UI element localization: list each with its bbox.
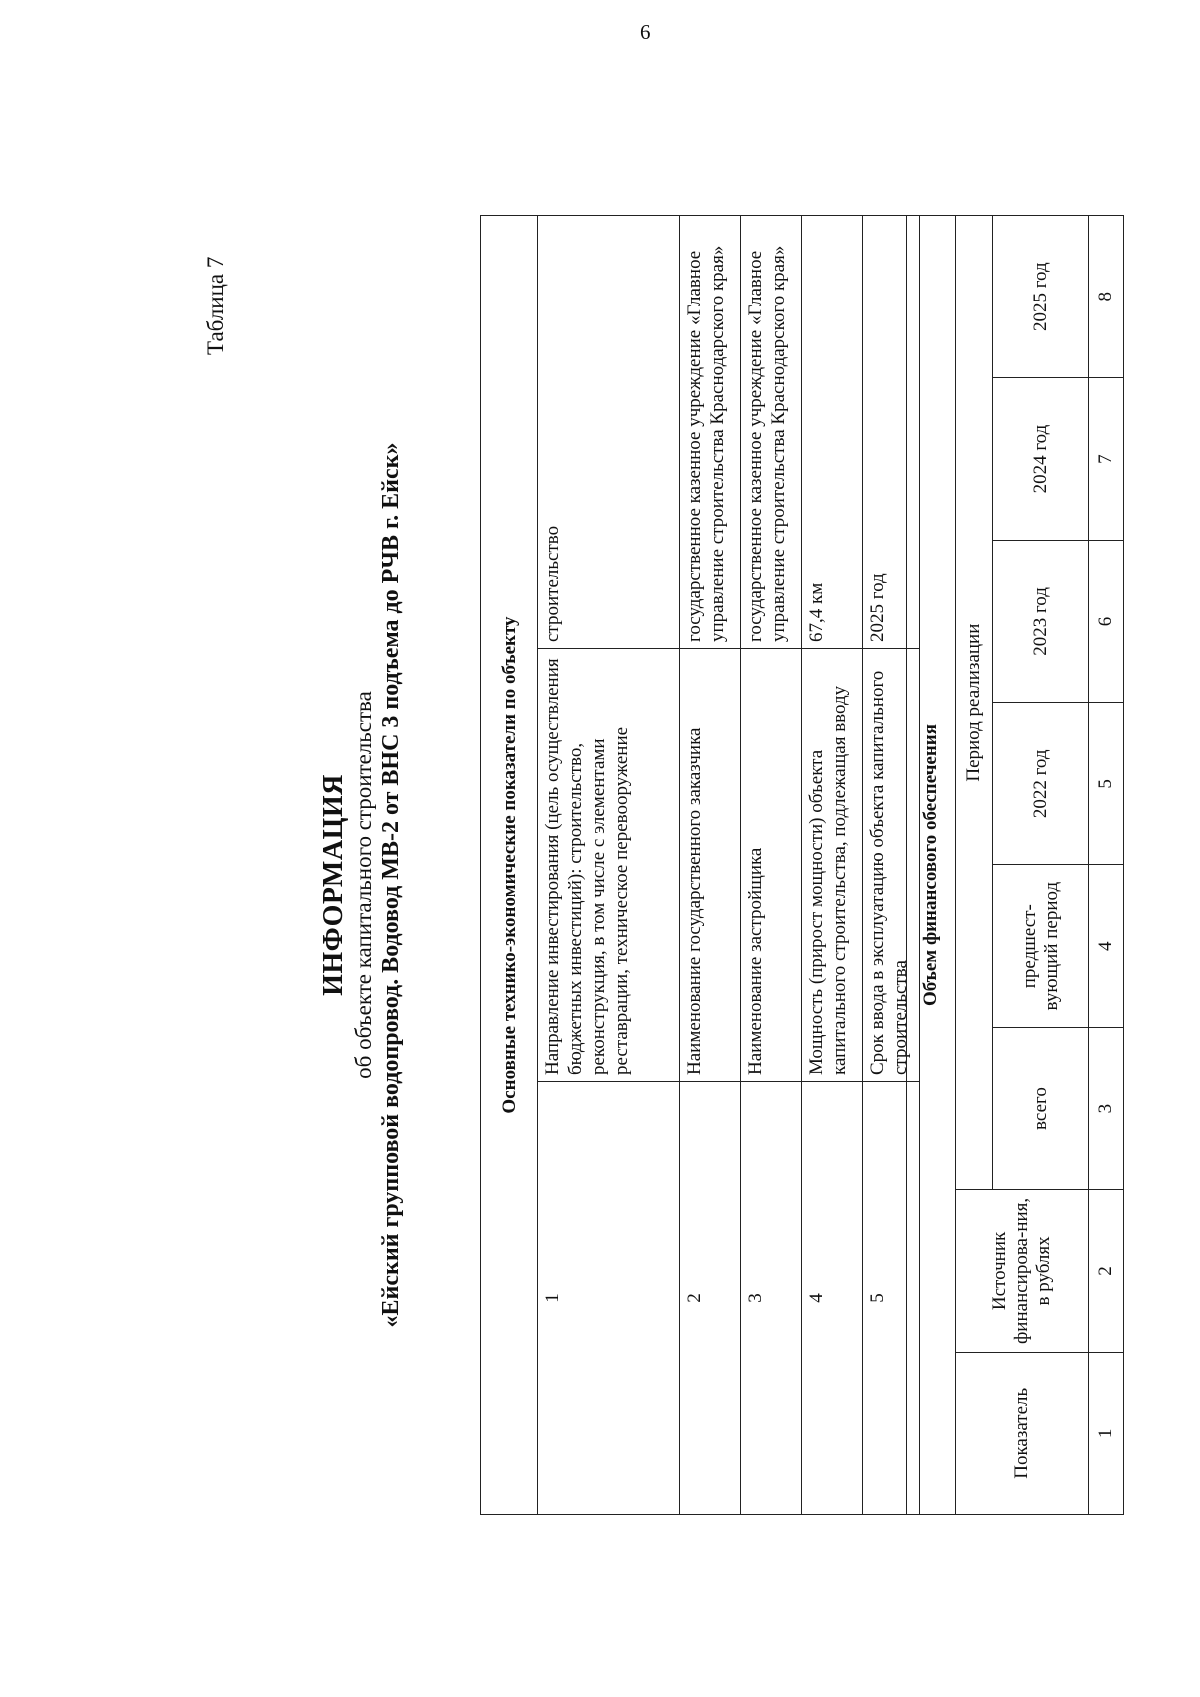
table-row — [538, 216, 680, 1515]
financing-table — [906, 215, 1124, 1515]
row-value: 2025 год — [863, 216, 920, 649]
row-value: строительство — [538, 216, 680, 649]
year-column-header: 2023 год — [993, 540, 1089, 702]
table-row — [680, 216, 741, 1515]
column-number: 5 — [1089, 703, 1124, 865]
row-value: 67,4 км — [802, 216, 863, 649]
source-column-header: Источник финансирова-ния, в рублях — [956, 1190, 1089, 1352]
row-label: Срок ввода в эксплуатацию объекта капитального строительства — [863, 649, 920, 1082]
column-number: 3 — [1089, 1027, 1124, 1189]
indicators-table — [480, 215, 920, 1515]
column-number: 2 — [1089, 1190, 1124, 1352]
row-label: Направление инвестирования (цель осуществления бюджетных инвестиций): строительство, реконструкция, в том числе с элементами реставрации, техническое перевооружение — [538, 649, 680, 1082]
period-heading: Период реализации — [956, 216, 993, 1190]
document-subtitle: об объекте капитального строительства — [351, 691, 376, 1079]
financing-heading: Объем финансового обеспечения — [907, 216, 956, 1515]
row-value: государственное казенное учреждение «Главное управление строительства Краснодарского края» — [741, 216, 802, 649]
year-column-header: 2024 год — [993, 378, 1089, 540]
column-number: 6 — [1089, 540, 1124, 702]
table-label: Таблица 7 — [203, 256, 228, 355]
previous-period-column-header: предшест-вующий период — [993, 865, 1089, 1027]
table-row — [802, 216, 863, 1515]
year-column-header: 2025 год — [993, 216, 1089, 378]
column-number: 1 — [1089, 1352, 1124, 1514]
row-number: 4 — [802, 1082, 863, 1515]
column-number-row — [1089, 216, 1124, 1515]
column-number: 7 — [1089, 378, 1124, 540]
row-number: 5 — [863, 1082, 920, 1515]
row-number: 2 — [680, 1082, 741, 1515]
year-column-header: 2022 год — [993, 703, 1089, 865]
page-number: 6 — [640, 20, 651, 44]
row-number: 1 — [538, 1082, 680, 1515]
column-number: 4 — [1089, 865, 1124, 1027]
document-title: ИНФОРМАЦИЯ — [318, 774, 349, 996]
indicators-heading: Основные технико-экономические показатели по объекту — [481, 216, 538, 1515]
object-name: «Ейский групповой водопровод. Водовод МВ-2 от ВНС 3 подъема до РЧВ г. Ейск» — [378, 442, 404, 1328]
row-label: Наименование застройщика — [741, 649, 802, 1082]
rotated-page-content — [100, 100, 1116, 1655]
title-block — [318, 235, 405, 1535]
table-row — [741, 216, 802, 1515]
row-value: государственное казенное учреждение «Главное управление строительства Краснодарского края» — [680, 216, 741, 649]
indicator-column-header: Показатель — [956, 1352, 1089, 1514]
row-label: Мощность (прирост мощности) объекта капитального строительства, подлежащая вводу — [802, 649, 863, 1082]
total-column-header: всего — [993, 1027, 1089, 1189]
row-number: 3 — [741, 1082, 802, 1515]
column-number: 8 — [1089, 216, 1124, 378]
row-label: Наименование государственного заказчика — [680, 649, 741, 1082]
